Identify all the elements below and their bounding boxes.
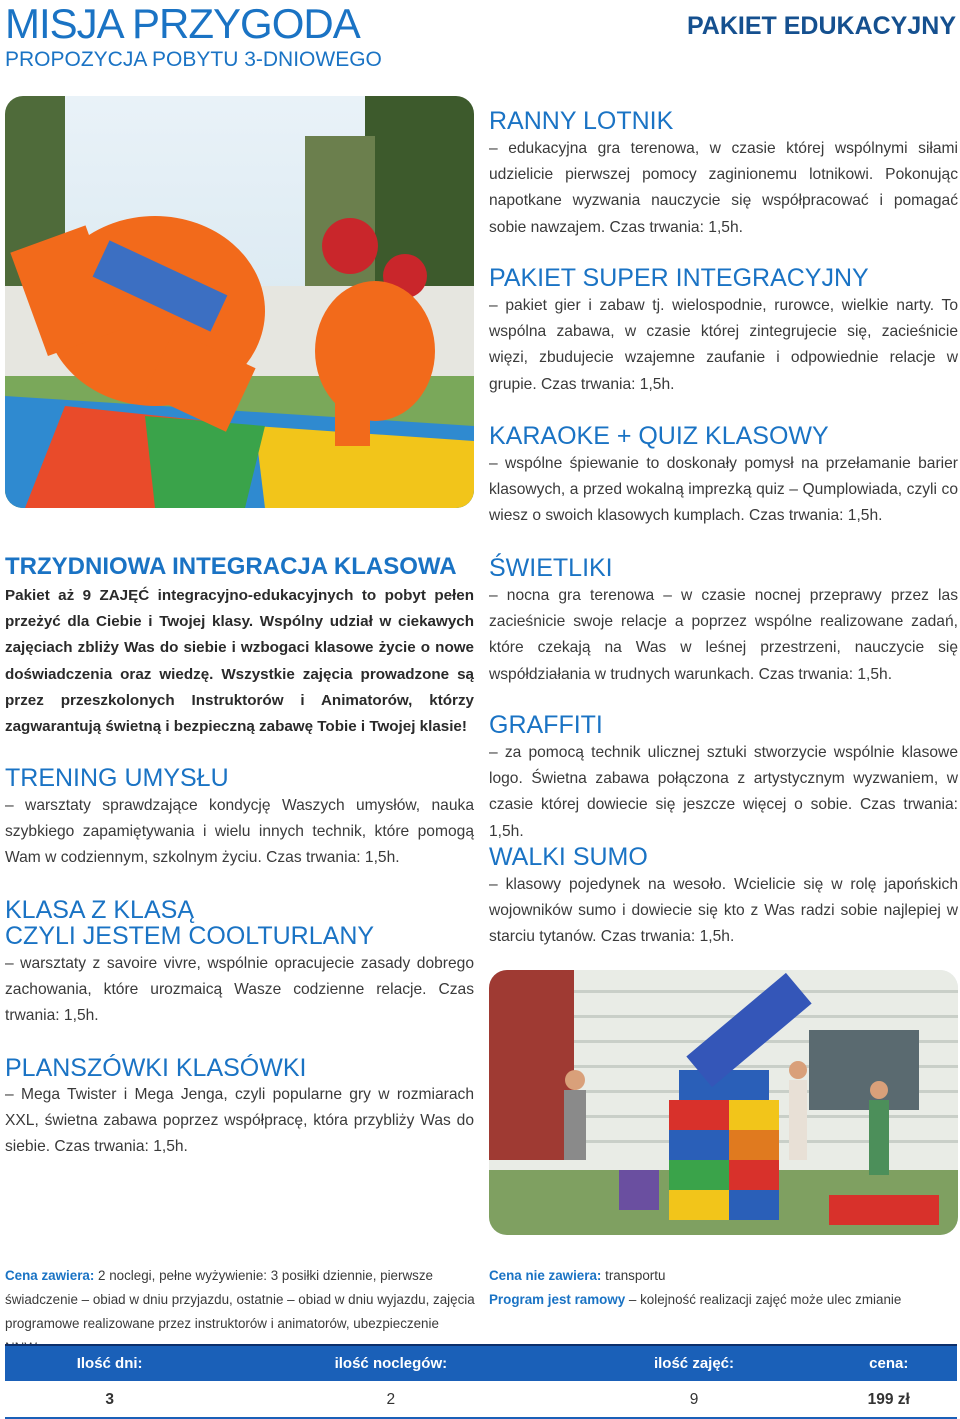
price-includes-label: Cena zawiera:: [5, 1268, 95, 1283]
intro-text: Pakiet aż 9 ZAJĘĆ integracyjno-edukacyjnych to pobyt pełen przeżyć dla Ciebie i Twojej klasy. Wspólny udział w ciekawych zajęciach zbliży Was do siebie i wzbogaci klasowe życie o nowe doświadczenia oraz wiedzę. Wszystkie zajęcia prowadzone są przez przeszkolonych Instruktorów i Animatorów, którzy zagwarantują świetną i bezpieczną zabawę Tobie i Twojej klasie!: [5, 587, 474, 736]
section-title-super-integracyjny: PAKIET SUPER INTEGRACYJNY: [489, 264, 869, 292]
price-table: [5, 1344, 957, 1419]
table-header-activities: ilość zajęć:: [567, 1345, 820, 1382]
section-title-walki-sumo: WALKI SUMO: [489, 843, 648, 871]
price-excludes-text: transportu: [601, 1268, 666, 1283]
program-note-label: Program jest ramowy: [489, 1292, 626, 1307]
section-text-graffiti: – za pomocą technik ulicznej sztuki stworzycie wspólnie klasowe logo. Świetna zabawa połączona z artystycznym wyzwaniem, w czasie której dowiecie się jeszcze więcej o sobie. Czas trwania: 1,5h.: [489, 744, 958, 840]
table-row: [5, 1382, 957, 1418]
price-excludes-label: Cena nie zawiera:: [489, 1268, 602, 1283]
table-header-days: Ilość dni:: [5, 1345, 214, 1382]
section-text-trening: – warsztaty sprawdzające kondycję Waszych umysłów, nauka szybkiego zapamiętywania i wielu innych technik, które pomogą Wam w codziennym, szkolnym życiu. Czas trwania: 1,5h.: [5, 797, 474, 867]
table-header-price: cena:: [821, 1345, 957, 1382]
sumo-photo: [5, 96, 474, 508]
package-tag: PAKIET EDUKACYJNY: [686, 12, 956, 40]
section-text-karaoke: – wspólne śpiewanie to doskonały pomysł na przełamanie barier klasowych, a przed wokalną imprezką quiz – Qumplowiada, czyli co wiesz o swoich klasowych kumplach. Czas trwania: 1,5h.: [489, 455, 958, 525]
price-includes-text: 2 noclegi, pełne wyżywienie: 3 posiłki dziennie, pierwsze świadczenie – obiad w dniu przyjazdu, ostatnie – obiad w dniu wyjazdu, zajęcia programowe realizowane przez instruktorów i animatorów, ubezpieczenie: [5, 1268, 475, 1331]
section-title-planszowki: PLANSZÓWKI KLASÓWKI: [5, 1054, 307, 1082]
section-text-ranny-lotnik: – edukacyjna gra terenowa, w czasie której wspólnymi siłami udzielicie pierwszej pomocy zaginionemu lotnikowi. Pokonując napotkane wyzwania nauczycie się współpracować i pomagać sobie nawzajem. Czas trwania: 1,5h.: [489, 140, 958, 236]
section-title-ranny-lotnik: RANNY LOTNIK: [489, 107, 674, 135]
section-title-trening: TRENING UMYSŁU: [5, 764, 229, 792]
page-title: MISJA PRZYGODA: [5, 0, 360, 47]
table-cell-days: 3: [5, 1382, 214, 1418]
section-text-walki-sumo: – klasowy pojedynek na wesoło. Wcielicie się w rolę japońskich wojowników sumo i dowiecie się kto z Was radzi sobie najlepiej w starciu tytanów. Czas trwania: 1,5h.: [489, 876, 958, 946]
table-header-nights: ilość noclegów:: [214, 1345, 567, 1382]
section-text-swietliki: – nocna gra terenowa – w czasie nocnej przeprawy przez las zacieśnicie swoje relacje a poprzez wspólne realizowane zadań, które czekają na Was w leśnej przestrzeni, nauczycie się współdziałania w trudnych warunkach. Czas trwania: 1,5h.: [489, 587, 958, 683]
section-text-planszowki: – Mega Twister i Mega Jenga, czyli popularne gry w rozmiarach XXL, świetna zabawa poprzez współpracę, która przybliży Was do siebie. Czas trwania: 1,5h.: [5, 1086, 474, 1156]
table-cell-nights: 2: [214, 1382, 567, 1418]
section-title-graffiti: GRAFFITI: [489, 711, 603, 739]
section-title-klasa: KLASA Z KLASĄ: [5, 896, 194, 924]
section-title-swietliki: ŚWIETLIKI: [489, 554, 613, 582]
page-subtitle: PROPOZYCJA POBYTU 3-DNIOWEGO: [5, 48, 382, 71]
section-title-klasa-line2: CZYLI JESTEM COOLTURLANY: [5, 922, 375, 950]
program-note-text: – kolejność realizacji zajęć może ulec zmianie: [625, 1292, 902, 1307]
table-cell-activities: 9: [567, 1382, 820, 1418]
program-note: [489, 1288, 958, 1312]
section-text-klasa: – warsztaty z savoire vivre, wspólnie opracujecie zasady dobrego zachowania, które urozmaicą Wasze codzienne relacje. Czas trwania: 1,5h.: [5, 955, 474, 1025]
jenga-photo: [489, 970, 958, 1235]
price-excludes: [489, 1264, 958, 1288]
section-text-super-integracyjny: – pakiet gier i zabaw tj. wielospodnie, rurowce, wielkie narty. To wspólna zabawa, w czasie której zintegrujecie się, zacieśnicie więzi, zbudujecie wzajemne zaufanie i odpowiednie relacje w grupie. Czas trwania: 1,5h.: [489, 297, 958, 393]
intro-heading: TRZYDNIOWA INTEGRACJA KLASOWA: [5, 553, 457, 580]
section-title-karaoke: KARAOKE + QUIZ KLASOWY: [489, 422, 829, 450]
table-cell-price: 199 zł: [821, 1382, 957, 1418]
